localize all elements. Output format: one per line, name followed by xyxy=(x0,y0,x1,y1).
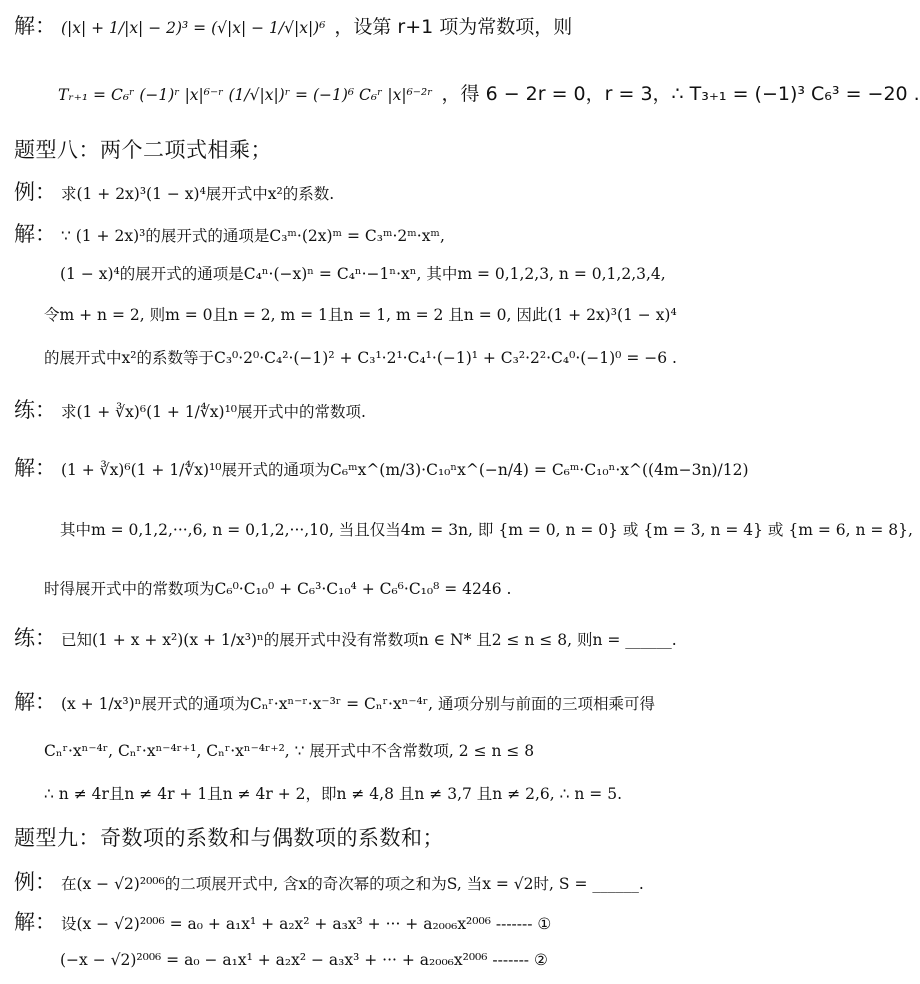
solution-continuation: 令m + n = 2, 则m = 0且n = 2, m = 1且n = 1, m = 2 且n = 0, 因此(1 + 2x)³(1 − x)⁴ xyxy=(44,306,677,324)
solution-line xyxy=(14,690,655,714)
section-heading-9: 题型九：奇数项的系数和与偶数项的系数和； xyxy=(14,826,444,850)
example-text: 求(1 + 2x)³(1 − x)⁴展开式中x²的系数. xyxy=(60,185,335,203)
practice-text: 求(1 + ∛x)⁶(1 + 1/∜x)¹⁰展开式中的常数项. xyxy=(60,403,366,421)
formula: Tᵣ₊₁ = C₆ʳ (−1)ʳ |x|⁶⁻ʳ (1/√|x|)ʳ = (−1)⁶ C₆ʳ |x|⁶⁻²ʳ xyxy=(58,86,433,104)
solution-label: 解： xyxy=(14,14,56,38)
example-line xyxy=(14,870,644,894)
solution-continuation: 时得展开式中的常数项为C₆⁰·C₁₀⁰ + C₆³·C₁₀⁴ + C₆⁶·C₁₀⁸ = 4246 . xyxy=(44,580,512,598)
solution-line xyxy=(14,222,445,246)
solution-label: 解： xyxy=(14,910,56,934)
solution-text: (x + 1/x³)ⁿ展开式的通项为Cₙʳ·xⁿ⁻ʳ·x⁻³ʳ = Cₙʳ·xⁿ⁻⁴ʳ, 通项分别与前面的三项相乘可得 xyxy=(60,695,655,713)
solution-line-1 xyxy=(14,14,572,39)
formula-line-2 xyxy=(58,84,920,106)
solution-label: 解： xyxy=(14,690,56,714)
solution-continuation: (1 − x)⁴的展开式的通项是C₄ⁿ·(−x)ⁿ = C₄ⁿ·−1ⁿ·xⁿ, 其中m = 0,1,2,3, n = 0,1,2,3,4, xyxy=(60,265,666,283)
text-tail: ，设第 r+1 项为常数项，则 xyxy=(334,16,573,38)
practice-line xyxy=(14,626,677,650)
solution-continuation: Cₙʳ·xⁿ⁻⁴ʳ, Cₙʳ·xⁿ⁻⁴ʳ⁺¹, Cₙʳ·xⁿ⁻⁴ʳ⁺², ∵ 展开式中不含常数项, 2 ≤ n ≤ 8 xyxy=(44,742,535,760)
solution-continuation: 其中m = 0,1,2,···,6, n = 0,1,2,···,10, 当且仅当4m = 3n, 即 {m = 0, n = 0} 或 {m = 3, n = 4} 或 {m = 6, n = 8}, xyxy=(60,521,913,539)
section-heading-8: 题型八：两个二项式相乘； xyxy=(14,138,272,162)
solution-label: 解： xyxy=(14,456,56,480)
solution-text: (1 + ∛x)⁶(1 + 1/∜x)¹⁰展开式的通项为C₆ᵐx^(m/3)·C₁₀ⁿx^(−n/4) = C₆ᵐ·C₁₀ⁿ·x^((4m−3n)/12) xyxy=(60,461,749,479)
solution-label: 解： xyxy=(14,222,56,246)
solution-text: 设(x − √2)²⁰⁰⁶ = a₀ + a₁x¹ + a₂x² + a₃x³ + ··· + a₂₀₀₆x²⁰⁰⁶ ------- ① xyxy=(60,915,552,933)
solution-continuation: ∴ n ≠ 4r且n ≠ 4r + 1且n ≠ 4r + 2，即n ≠ 4,8 且n ≠ 3,7 且n ≠ 2,6, ∴ n = 5. xyxy=(44,785,623,803)
solution-continuation: (−x − √2)²⁰⁰⁶ = a₀ − a₁x¹ + a₂x² − a₃x³ + ··· + a₂₀₀₆x²⁰⁰⁶ ------- ② xyxy=(60,951,548,969)
example-text: 在(x − √2)²⁰⁰⁶的二项展开式中, 含x的奇次幂的项之和为S, 当x = √2时, S = ______. xyxy=(60,875,644,893)
practice-label: 练： xyxy=(14,398,56,422)
solution-continuation: 的展开式中x²的系数等于C₃⁰·2⁰·C₄²·(−1)² + C₃¹·2¹·C₄¹·(−1)¹ + C₃²·2²·C₄⁰·(−1)⁰ = −6 . xyxy=(44,349,677,367)
practice-line xyxy=(14,398,366,422)
practice-text: 已知(1 + x + x²)(x + 1/x³)ⁿ的展开式中没有常数项n ∈ N* 且2 ≤ n ≤ 8, 则n = ______. xyxy=(60,631,677,649)
example-label: 例： xyxy=(14,180,56,204)
solution-text: ∵ (1 + 2x)³的展开式的通项是C₃ᵐ·(2x)ᵐ = C₃ᵐ·2ᵐ·xᵐ, xyxy=(60,227,445,245)
practice-label: 练： xyxy=(14,626,56,650)
formula: (|x| + 1/|x| − 2)³ = (√|x| − 1/√|x|)⁶ xyxy=(60,19,326,37)
solution-line xyxy=(14,910,551,934)
text-tail: ，得 6 − 2r = 0，r = 3，∴ T₃₊₁ = (−1)³ C₆³ = −20 . xyxy=(441,83,920,105)
example-line xyxy=(14,180,334,204)
example-label: 例： xyxy=(14,870,56,894)
solution-line xyxy=(14,456,749,480)
